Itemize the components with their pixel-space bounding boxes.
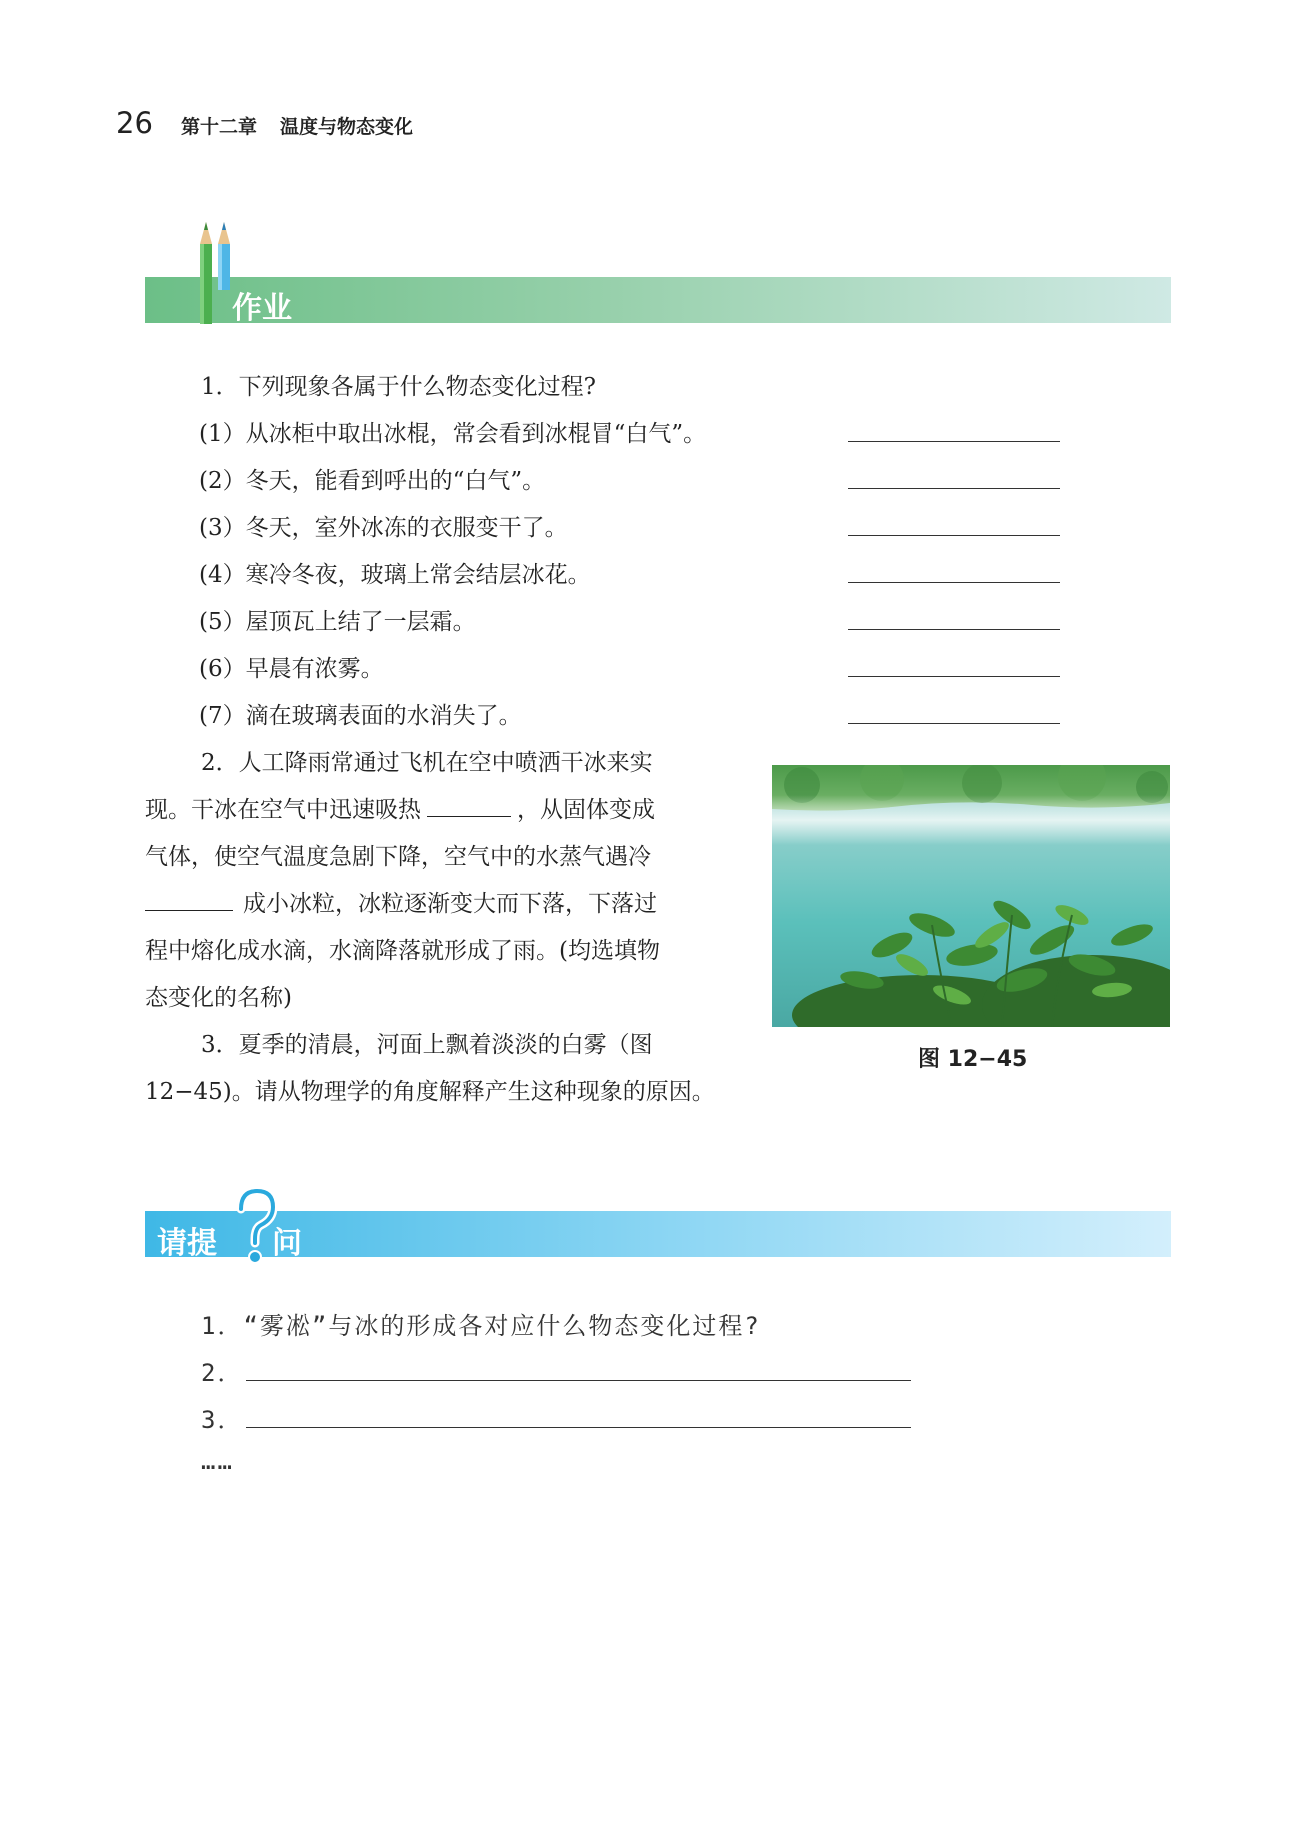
figure-caption: 图 12−45 <box>918 1047 1028 1072</box>
q1-item-5: (5）屋顶瓦上结了一层霜。 <box>199 609 476 635</box>
q2-blank-1[interactable] <box>427 796 511 817</box>
ask-question-1: 1．“雾凇”与冰的形成各对应什么物态变化过程? <box>201 1312 761 1340</box>
q3-line-1: 3．夏季的清晨，河面上飘着淡淡的白雾（图 <box>201 1032 653 1058</box>
ask-ellipsis: …… <box>201 1447 234 1475</box>
q2-line-2 <box>145 795 655 825</box>
q2-line-3: 气体，使空气温度急剧下降，空气中的水蒸气遇冷 <box>145 844 651 870</box>
figure-misty-river-photo <box>772 765 1170 1027</box>
page-number: 26 <box>116 106 153 140</box>
homework-banner <box>145 277 1171 323</box>
ask-question-3-blank[interactable] <box>246 1427 911 1428</box>
q2-line-6: 态变化的名称) <box>145 985 292 1011</box>
answer-blank-3[interactable] <box>848 535 1060 536</box>
q1-item-7: (7）滴在玻璃表面的水消失了。 <box>199 703 522 729</box>
q2-blank-2[interactable] <box>145 890 233 911</box>
q1-item-6: (6）早晨有浓雾。 <box>199 656 384 682</box>
answer-blank-1[interactable] <box>848 441 1060 442</box>
ask-banner-label-left: 请提 <box>157 1226 217 1261</box>
answer-blank-5[interactable] <box>848 629 1060 630</box>
ask-banner-label-right: 问 <box>272 1226 302 1261</box>
chapter-title: 温度与物态变化 <box>280 116 414 138</box>
chapter-label: 第十二章 <box>181 116 258 138</box>
ask-question-2-number: 2． <box>201 1359 244 1387</box>
q2-line-2-text-b: ，从固体变成 <box>517 797 655 823</box>
answer-blank-7[interactable] <box>848 723 1060 724</box>
homework-title: 作业 <box>232 291 292 326</box>
q1-item-3: (3）冬天，室外冰冻的衣服变干了。 <box>199 515 568 541</box>
q1-item-4: (4）寒冷冬夜，玻璃上常会结层冰花。 <box>199 562 591 588</box>
q2-line-4-text: 成小冰粒，冰粒逐渐变大而下落，下落过 <box>243 891 657 917</box>
q3-line-2: 12−45)。请从物理学的角度解释产生这种现象的原因。 <box>145 1079 715 1105</box>
q2-line-2-text-a: 现。干冰在空气中迅速吸热 <box>145 797 421 823</box>
answer-blank-4[interactable] <box>848 582 1060 583</box>
q2-line-5: 程中熔化成水滴，水滴降落就形成了雨。(均选填物 <box>145 938 660 964</box>
q1-stem: 1．下列现象各属于什么物态变化过程? <box>201 374 596 400</box>
q2-line-1: 2．人工降雨常通过飞机在空中喷洒干冰来实 <box>201 750 653 776</box>
q1-item-2: (2）冬天，能看到呼出的“白气”。 <box>199 468 546 494</box>
q1-item-1: (1）从冰柜中取出冰棍，常会看到冰棍冒“白气”。 <box>199 421 707 447</box>
answer-blank-2[interactable] <box>848 488 1060 489</box>
ask-question-2-blank[interactable] <box>246 1380 911 1381</box>
answer-blank-6[interactable] <box>848 676 1060 677</box>
ask-question-3-number: 3． <box>201 1406 244 1434</box>
q2-line-4 <box>145 889 657 919</box>
